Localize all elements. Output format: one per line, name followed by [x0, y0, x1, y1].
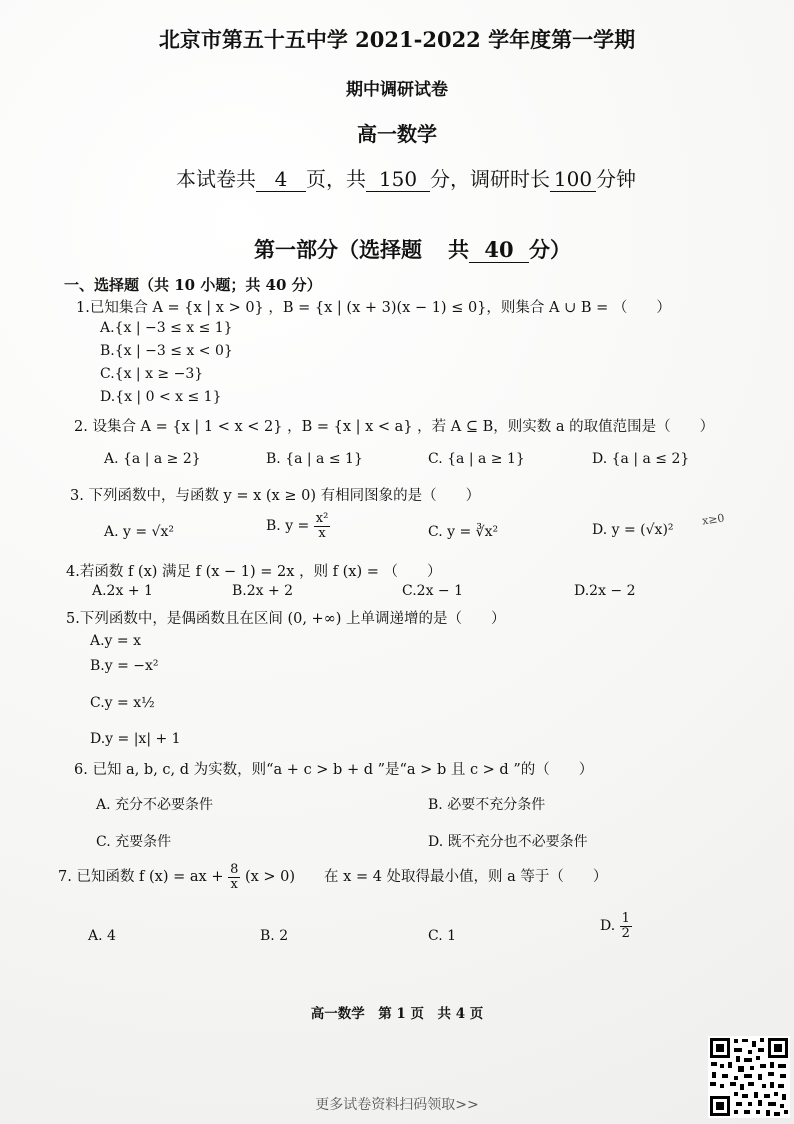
qr-code-icon[interactable] — [708, 1036, 790, 1118]
total-score: 150 — [366, 167, 430, 192]
question-2-option-a: A. {a | a ≥ 2} — [104, 451, 201, 467]
part-one-total-prefix: 共 — [448, 237, 469, 262]
question-5-option-a: A.y = x — [90, 633, 141, 649]
page-count: 4 — [256, 167, 306, 192]
question-7-option-c: C. 1 — [428, 928, 457, 944]
question-6-option-b: B. 必要不充分条件 — [428, 797, 546, 813]
fraction-numerator: 8 — [230, 862, 239, 877]
question-2-option-b: B. {a | a ≤ 1} — [266, 451, 363, 467]
question-1-option-b: B.{x | −3 ≤ x < 0} — [100, 343, 233, 359]
part-one-total: 40 — [469, 237, 529, 263]
question-1-option-c: C.{x | x ≥ −3} — [100, 366, 204, 382]
question-3-stem: 3. 下列函数中，与函数 y = x (x ≥ 0) 有相同图象的是（ ） — [70, 488, 481, 504]
question-7-stem-post: (x > 0) 在 x = 4 处取得最小值，则 a 等于（ ） — [244, 869, 608, 886]
question-4-option-a: A.2x + 1 — [92, 583, 153, 599]
question-2-option-c: C. {a | a ≥ 1} — [428, 451, 525, 467]
question-6-option-a: A. 充分不必要条件 — [96, 797, 214, 813]
question-7-fraction — [228, 863, 240, 891]
info-suffix: 分钟 — [596, 167, 636, 191]
question-7-stem — [58, 863, 607, 891]
question-1-option-d: D.{x | 0 < x ≤ 1} — [100, 389, 222, 405]
question-7-stem-pre: 7. 已知函数 f (x) = ax + — [58, 869, 224, 886]
question-3-option-b-fraction — [314, 512, 331, 540]
question-4-option-c: C.2x − 1 — [402, 583, 464, 599]
question-4-option-b: B.2x + 2 — [232, 583, 294, 599]
question-1-option-a: A.{x | −3 ≤ x ≤ 1} — [100, 320, 233, 336]
qr-code-graphic — [708, 1036, 790, 1118]
question-7-option-a: A. 4 — [88, 928, 116, 944]
question-3-option-b-label: B. y = — [266, 518, 310, 535]
question-7-option-d — [600, 912, 632, 940]
question-2-option-d: D. {a | a ≤ 2} — [592, 451, 690, 467]
question-3-option-c: C. y = ∛x² — [428, 524, 499, 540]
fraction-numerator: x² — [315, 511, 329, 526]
promo-link[interactable]: 更多试卷资料扫码领取>> — [315, 1097, 479, 1113]
question-7-option-d-label: D. — [600, 918, 616, 935]
question-2-stem: 2. 设集合 A = {x | 1 < x < 2} ，B = {x | x < a} ，若 A ⊆ B，则实数 a 的取值范围是（ ） — [74, 419, 715, 435]
info-prefix: 本试卷共 — [176, 167, 256, 191]
part-one-heading — [254, 234, 571, 264]
info-mid2: 分，调研时长 — [430, 167, 550, 191]
part-one-total-suffix: 分） — [529, 237, 571, 262]
question-3-option-a: A. y = √x² — [104, 524, 174, 540]
exam-duration: 100 — [550, 167, 596, 192]
question-5-option-c: C.y = x½ — [90, 695, 155, 711]
question-5-option-d: D.y = |x| + 1 — [90, 731, 181, 747]
question-5-option-b: B.y = −x² — [90, 658, 159, 674]
subject-title: 高一数学 — [357, 122, 437, 146]
question-4-stem: 4.若函数 f (x) 满足 f (x − 1) = 2x ，则 f (x) = （ ） — [66, 564, 442, 580]
fraction-denominator: x — [318, 525, 326, 541]
section-choice-heading: 一、选择题（共 10 小题；共 40 分） — [64, 276, 322, 294]
handwritten-note: x≥0 — [701, 511, 726, 528]
exam-title: 北京市第五十五中学 2021-2022 学年度第一学期 — [158, 27, 636, 52]
part-one-label: 第一部分（选择题 — [254, 237, 422, 262]
info-mid1: 页，共 — [306, 167, 366, 191]
fraction-denominator: x — [230, 876, 238, 892]
question-6-option-c: C. 充要条件 — [96, 834, 172, 850]
question-3-option-b — [266, 512, 330, 540]
fraction-numerator: 1 — [621, 911, 630, 926]
page-footer: 高一数学 第 1 页 共 4 页 — [310, 1006, 484, 1022]
question-6-option-d: D. 既不充分也不必要条件 — [428, 834, 588, 850]
question-7-option-b: B. 2 — [260, 928, 289, 944]
exam-subtitle: 期中调研试卷 — [346, 80, 448, 100]
question-5-stem: 5.下列函数中，是偶函数且在区间 (0, +∞) 上单调递增的是（ ） — [66, 611, 506, 627]
fraction-denominator: 2 — [621, 925, 630, 941]
question-7-option-d-fraction — [620, 912, 632, 940]
question-6-stem: 6. 已知 a, b, c, d 为实数，则“a + c > b + d ”是“a > b 且 c > d ”的（ ） — [74, 762, 594, 778]
question-4-option-d: D.2x − 2 — [574, 583, 636, 599]
question-1-stem: 1.已知集合 A = {x | x > 0} ，B = {x | (x + 3)(x − 1) ≤ 0}，则集合 A ∪ B = （ ） — [76, 300, 671, 316]
exam-info-line — [176, 163, 636, 192]
question-3-option-d: D. y = (√x)² — [592, 522, 674, 538]
